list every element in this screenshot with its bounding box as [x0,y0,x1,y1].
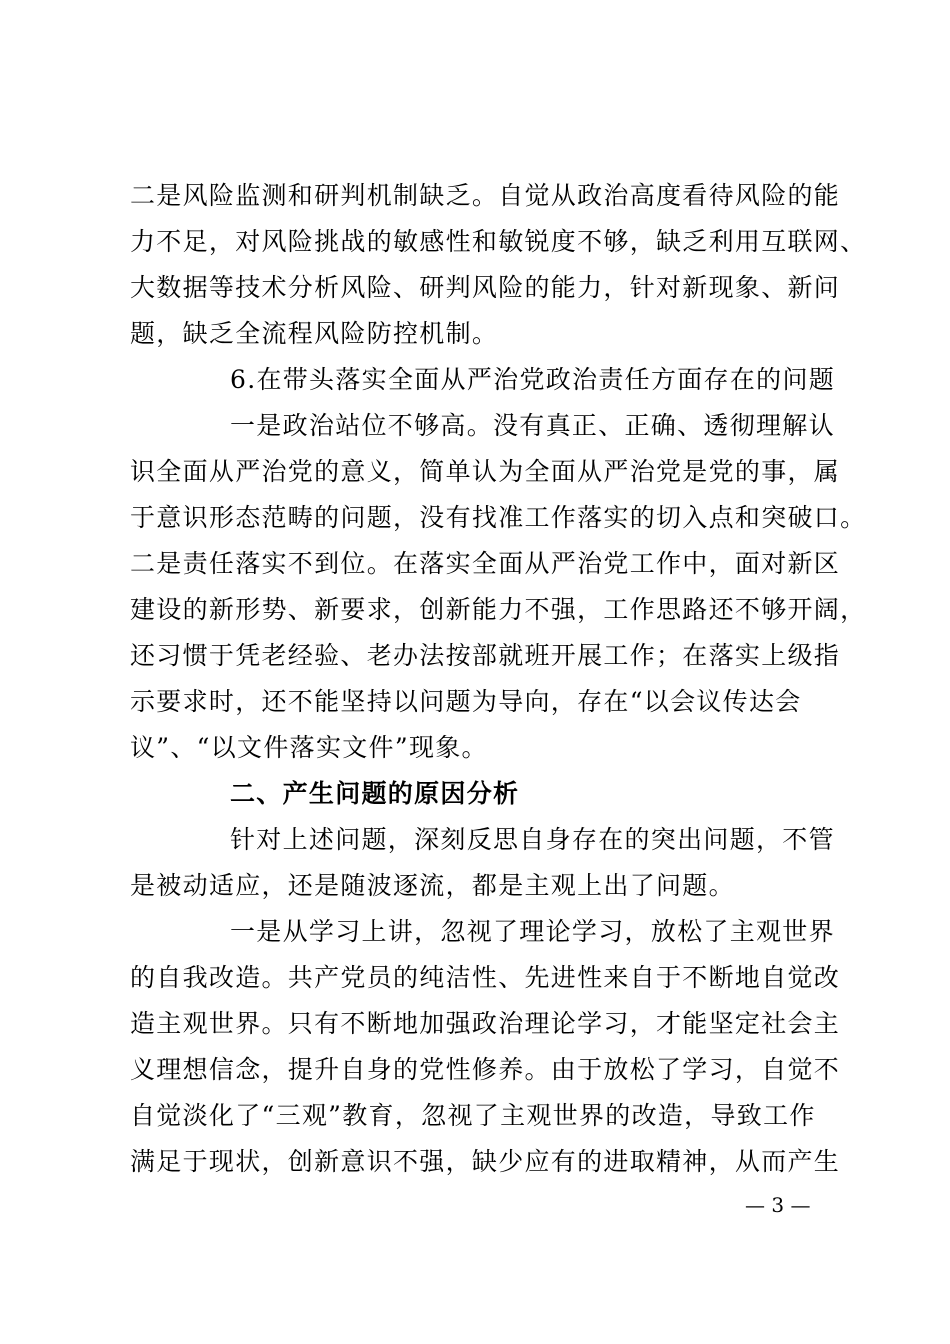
text-line: 自觉淡化了“三观”教育，忽视了主观世界的改造，导致工作 [130,1101,816,1130]
text-line: 的自我改造。共产党员的纯洁性、先进性来自于不断地自觉改 [130,963,841,992]
text-line: 义理想信念，提升自身的党性修养。由于放松了学习，自觉不 [130,1055,841,1084]
text-line: 二是风险监测和研判机制缺乏。自觉从政治高度看待风险的能 [130,181,841,210]
text-line: 一是从学习上讲，忽视了理论学习，放松了主观世界 [230,917,835,946]
text-line: 针对上述问题，深刻反思自身存在的突出问题，不管 [230,825,835,854]
page-number: — 3 — [745,1193,811,1217]
text-line: 满足于现状，创新意识不强，缺少应有的进取精神，从而产生 [130,1147,841,1176]
text-line: 建设的新形势、新要求，创新能力不强，工作思路还不够开阔， [130,595,867,624]
text-line: 识全面从严治党的意义，简单认为全面从严治党是党的事，属 [130,457,841,486]
text-line: 造主观世界。只有不断地加强政治理论学习，才能坚定社会主 [130,1009,841,1038]
section-title: 6.在带头落实全面从严治党政治责任方面存在的问题 [230,365,836,394]
text-line: 于意识形态范畴的问题，没有找准工作落实的切入点和突破口。 [130,503,867,532]
text-line: 还习惯于凭老经验、老办法按部就班开展工作；在落实上级指 [130,641,841,670]
text-line: 力不足，对风险挑战的敏感性和敏锐度不够，缺乏利用互联网、 [130,227,867,256]
text-line: 大数据等技术分析风险、研判风险的能力，针对新现象、新问 [130,273,841,302]
text-line: 是被动适应，还是随波逐流，都是主观上出了问题。 [130,871,735,900]
text-line: 题，缺乏全流程风险防控机制。 [130,319,499,348]
section-heading: 二、产生问题的原因分析 [230,779,520,808]
text-line: 二是责任落实不到位。在落实全面从严治党工作中，面对新区 [130,549,841,578]
text-line: 议”、“以文件落实文件”现象。 [130,733,488,762]
text-line: 一是政治站位不够高。没有真正、正确、透彻理解认 [230,411,835,440]
text-line: 示要求时，还不能坚持以问题为导向，存在“以会议传达会 [130,687,802,716]
